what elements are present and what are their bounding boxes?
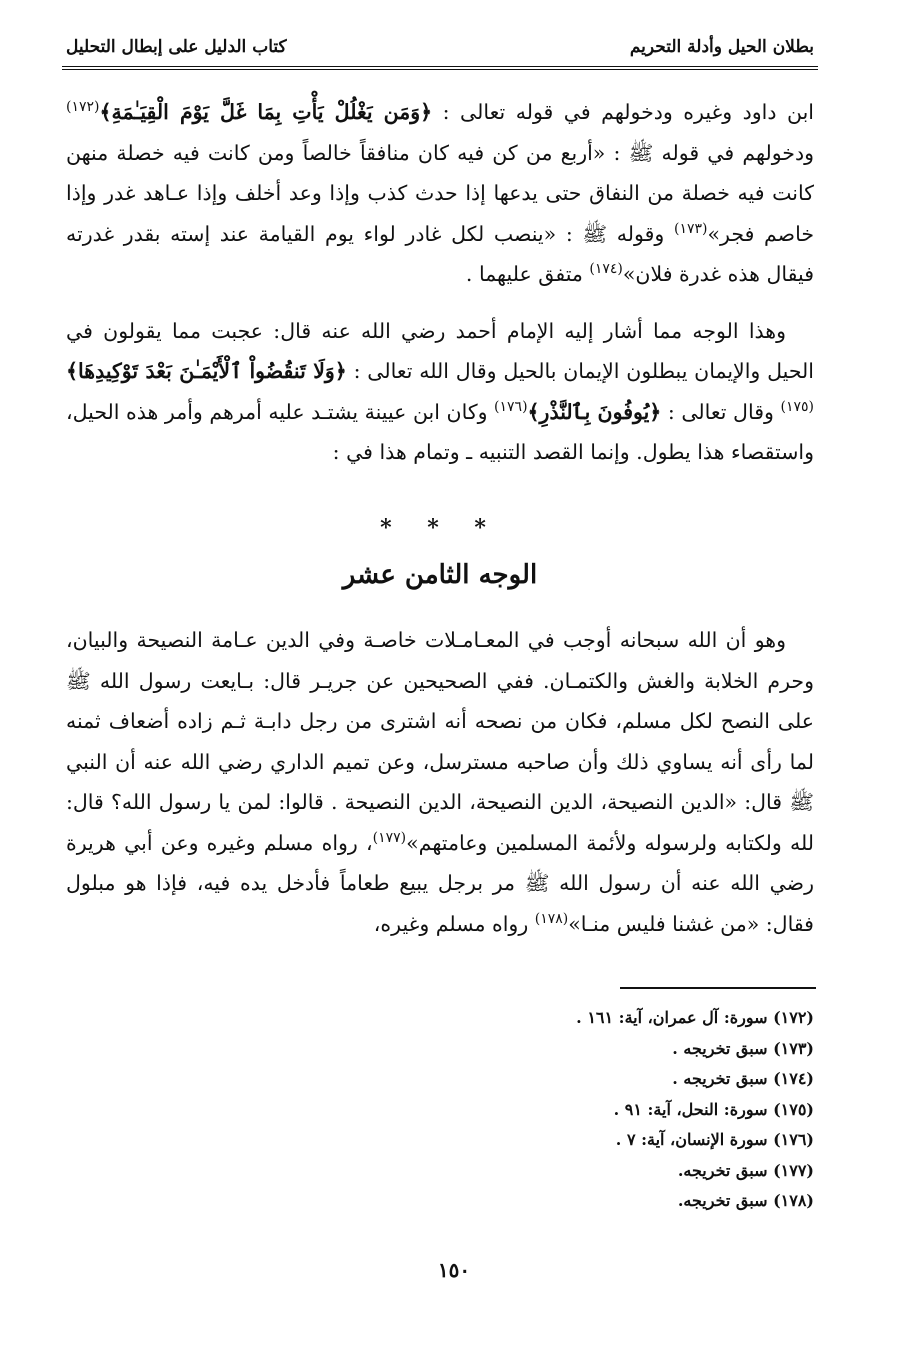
p2-text-1: وهذا الوجه مما أشار إليه الإمام أحمد رضي الله عنه قال: عجبت مما يقولون في الحيل والإيمان يبطلون الإيمان بالحيل وقال الله تعالى : xyxy=(66,318,814,383)
p2-text-3: وكان ابن عيينة يشتـد عليه أمرهم وأمر هذه الحيل، واستقصاء هذا يطول. وإنما القصد التنبيه ـ وتمام هذا في : xyxy=(66,399,814,464)
footnote-175: (١٧٥) سورة: النحل، آية: ٩١ . xyxy=(613,1099,814,1119)
p1-footnote-ref-174[interactable]: (١٧٤) xyxy=(589,261,623,278)
footnote-174: (١٧٤) سبق تخريجه . xyxy=(672,1069,814,1088)
p2-quran-verse-2: ﴿يُوفُونَ بِٱلنَّذْرِ﴾ xyxy=(527,399,662,424)
p3-text-2: ، رواه مسلم وغيره وعن أبي هريرة رضي الله عنه أن رسول الله ﷺ مر برجل يبيع طعاماً فأدخل يده فيه، فإذا هو مبلول فقال: «من غشنا فليس منـا» xyxy=(66,830,814,936)
footnote-176: (١٧٦) سورة الإنسان، آية: ٧ . xyxy=(615,1130,814,1149)
footnote-173: (١٧٣) سبق تخريجه . xyxy=(672,1038,814,1058)
p1-text-1: ابن داود وغيره ودخولهم في قوله تعالى : xyxy=(442,100,814,124)
footnote-rule xyxy=(620,987,816,989)
p1-footnote-ref-173[interactable]: (١٧٣) xyxy=(673,220,708,237)
header-left-title: كتاب الدليل على إبطال التحليل xyxy=(66,37,287,57)
footnotes xyxy=(300,1003,814,1217)
p3-footnote-ref-177[interactable]: (١٧٧) xyxy=(372,829,407,846)
p2-footnote-ref-175[interactable]: (١٧٥) xyxy=(780,398,814,415)
p1-text-2: ودخولهم في قوله ﷺ : «أربع من كن فيه كان منافقاً خالصاً ومن كانت فيه خصلة منهن كانت فيه خصلة من النفاق حتى يدعها إذا حدث كذب وإذا وعد أخلف وإذا عـاهد غدر وإذا خاصم فجر» xyxy=(66,140,814,246)
paragraph-1 xyxy=(66,92,814,295)
header-right-title: بطلان الحيل وأدلة التحريم xyxy=(629,37,814,57)
paragraph-3 xyxy=(66,620,814,944)
running-header xyxy=(66,30,814,64)
footnote-178: (١٧٨) سبق تخريجه. xyxy=(677,1191,814,1210)
header-rule xyxy=(62,66,818,70)
p3-footnote-ref-178[interactable]: (١٧٨) xyxy=(534,910,569,927)
p1-quran-verse: ﴿وَمَن يَغْلُلْ يَأْتِ بِمَا غَلَّ يَوْمَ الْقِيَـٰمَةِ﴾ xyxy=(99,100,433,124)
footnote-177: (١٧٧) سبق تخريجه. xyxy=(677,1160,814,1180)
p2-text-2: وقال تعالى : xyxy=(667,399,774,424)
section-title: الوجه الثامن عشر xyxy=(342,560,538,590)
p1-text-4: متفق عليهما . xyxy=(465,262,583,286)
p3-text-1: وهو أن الله سبحانه أوجب في المعـامـلات خاصـة وفي الدين عـامة النصيحة والبيان، وحرم الخلابة والغش والكتمـان. ففي الصحيحين عن جريـر قال: بـايعت رسول الله ﷺ على النصح لكل مسلم، فكان من نصحه أنه اشترى من رجل دابـة ثـم زاده أضعاف ثمنه لما رأى أنه يساوي ذلك وأن صاحبه مسترسل، وعن تميم الداري رضي الله عنه أن النبي ﷺ قال: «الدين النصيحة، الدين النصيحة، الدين النصيحة . قالوا: لمن يا رسول الله؟ قال: لله ولكتابه ولرسوله ولأئمة المسلمين وعامتهم» xyxy=(66,628,814,855)
p2-quran-verse-1: ﴿وَلَا تَنقُضُواْ ٱلْأَيْمَـٰنَ بَعْدَ تَوْكِيدِهَا﴾ xyxy=(66,359,347,383)
p2-footnote-ref-176[interactable]: (١٧٦) xyxy=(494,398,528,415)
p3-text-3: رواه مسلم وغيره، xyxy=(373,911,529,936)
section-text xyxy=(66,620,814,944)
paragraph-gap xyxy=(66,295,814,311)
p1-footnote-ref-172[interactable]: (١٧٢) xyxy=(66,99,100,116)
section-separator: * * * xyxy=(380,515,500,541)
p1-text-3: وقوله ﷺ : «ينصب لكل غادر لواء يوم القيامة عند إسته بقدر غدرته فيقال هذه غدرة فلان» xyxy=(66,221,814,286)
main-text xyxy=(66,92,814,473)
footnote-172: (١٧٢) سورة: آل عمران، آية: ١٦١ . xyxy=(576,1008,814,1027)
page-number: ١٥٠ xyxy=(437,1258,471,1282)
paragraph-2 xyxy=(66,311,814,473)
